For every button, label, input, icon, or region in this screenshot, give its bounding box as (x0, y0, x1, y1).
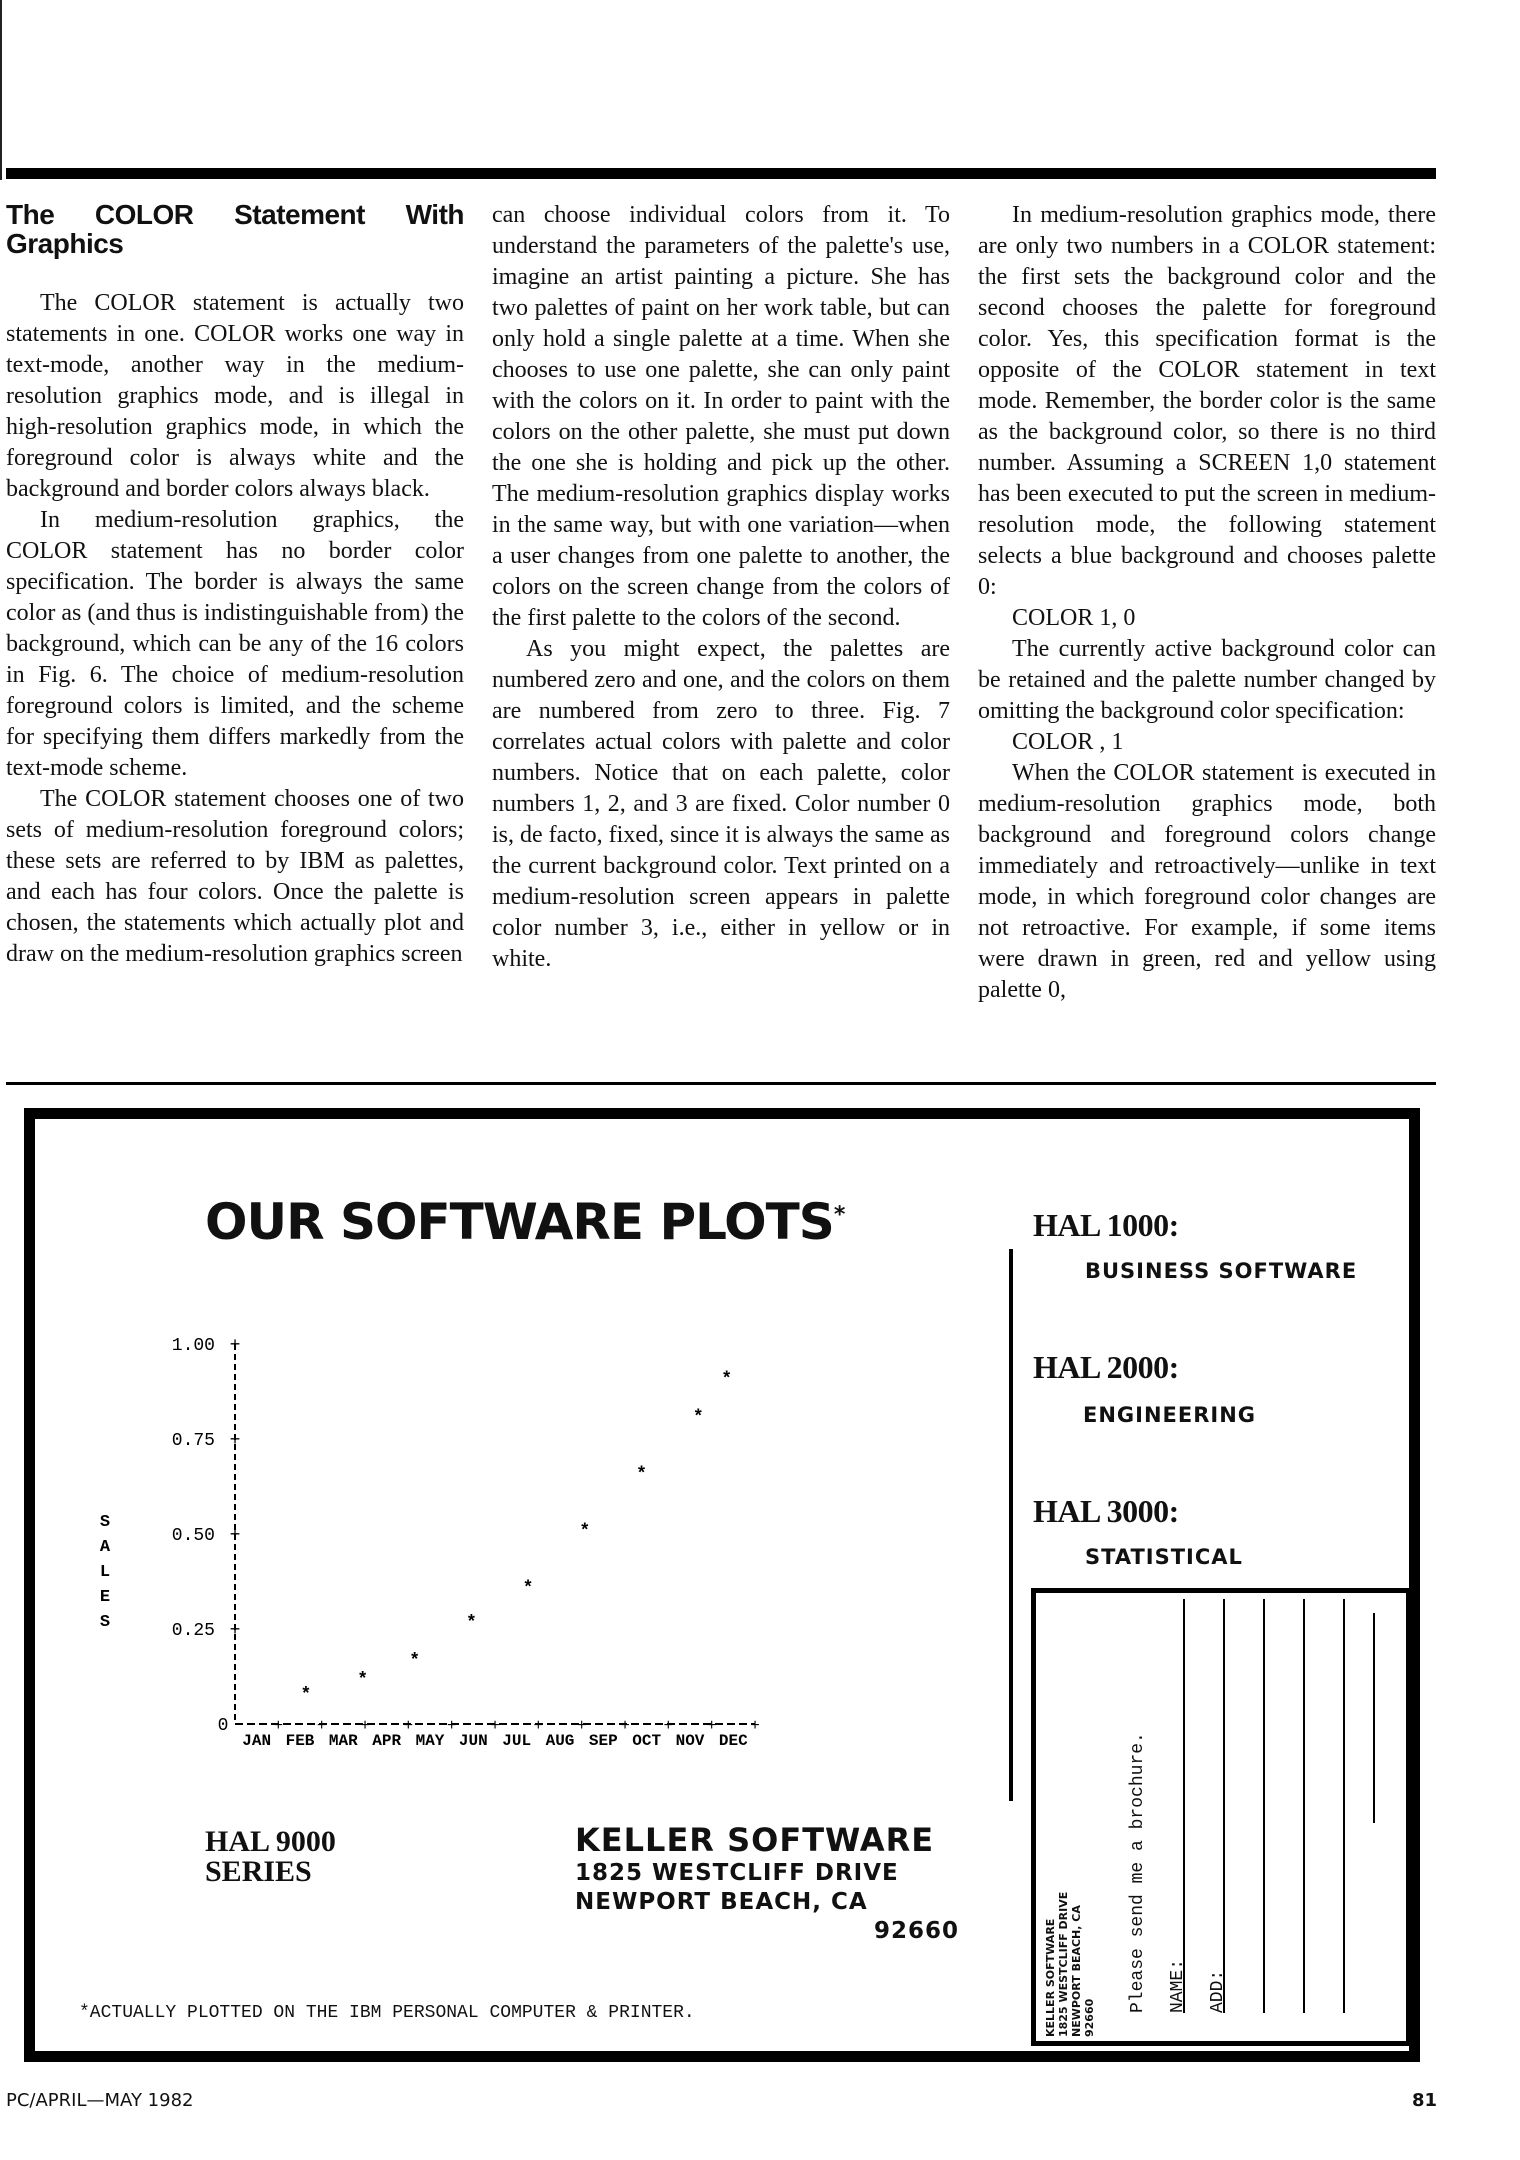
y-tick-mark: + (229, 1526, 241, 1546)
paragraph: can choose individual colors from it. To understand the parameters of the palette's use, imagine an artist painting a picture. She has two palettes of paint on her work table, but can only hold a single palette at a time. When she chooses to use one palette, she can only paint with the colors on it. In order to paint with the colors on the other palette, she must put down the one she is holding and pick up the other. The medium-resolution graphics display works in the same way, but with one variation—when a user changes from one palette to another, the colors on the screen change from the colors of the first palette to the colors of the second. (492, 202, 950, 631)
x-tick-label: AUG (545, 1732, 575, 1750)
data-point: * (409, 1651, 421, 1672)
x-tick-label: JAN (242, 1732, 272, 1750)
paragraph: As you might expect, the palettes are numbered zero and one, and the colors on them are numbered from zero to three. Fig. 7 correlates actual colors with palette and color numbers. Notice that on each palette, color numbers 1, 2, and 3 are fixed. Color number 0 is, de facto, fixed, since it is always the same as the current background color. Text printed on a medium-resolution screen appears in palette color number 3, i.e., either in yellow or in white. (492, 636, 950, 972)
x-tick-mark: + (620, 1717, 630, 1735)
paragraph: When the COLOR statement is executed in medium-resolution graphics mode, both background and foreground colors change immediately and retroactively—unlike in text mode, in which foreground color changes are not retroactive. For example, if some items were drawn in green, red and yellow using palette 0, (978, 760, 1436, 1003)
y-axis-title-letter: S (99, 1513, 111, 1532)
ad-title: OUR SOFTWARE PLOTS* (205, 1193, 845, 1251)
x-tick-mark: + (403, 1717, 414, 1735)
x-tick-label: MAR (328, 1732, 358, 1750)
article-heading: The COLOR Statement With Graphics (6, 199, 464, 259)
product-name: HAL 3000: (1033, 1493, 1179, 1529)
data-point: * (721, 1370, 733, 1391)
paragraph: The COLOR statement chooses one of two sets of medium-resolution foreground colors; these sets are referred to by IBM as palettes, and each has four colors. Once the palette is chosen, the statements which actually plot and draw on the medium-resolution graphics screen (6, 786, 464, 967)
y-tick-mark: + (229, 1621, 241, 1641)
coupon[interactable] (1031, 1588, 1411, 2046)
x-tick-label: OCT (632, 1732, 662, 1750)
footnote: *ACTUALLY PLOTTED ON THE IBM PERSONAL COMPUTER & PRINTER. (79, 2003, 695, 2023)
x-tick-label: SEP (588, 1732, 618, 1750)
y-tick-label: 0.25 (171, 1621, 215, 1641)
x-tick-mark: + (706, 1717, 717, 1735)
company-block (575, 1821, 995, 1946)
x-tick-mark: + (490, 1717, 500, 1735)
y-axis-title-letter: E (99, 1588, 111, 1607)
x-tick-mark: + (273, 1717, 284, 1735)
company-name: KELLER SOFTWARE (575, 1821, 935, 1859)
page-edge (0, 0, 2, 180)
x-tick-label: JUN (458, 1732, 488, 1750)
data-point: * (636, 1465, 647, 1486)
x-tick-mark: + (750, 1717, 760, 1735)
y-axis-title-letter: L (99, 1563, 111, 1582)
product-desc: STATISTICAL (1085, 1545, 1243, 1569)
section-rule (6, 1082, 1436, 1085)
address-label: ADD: (1208, 1969, 1228, 2013)
y-tick-label: 0.50 (171, 1526, 215, 1546)
coupon-return-address: KELLER SOFTWARE 1825 WESTCLIFF DRIVE NEWPORT BEACH, CA 92660 (1044, 1891, 1096, 2037)
x-tick-mark: + (360, 1717, 370, 1735)
data-point: * (300, 1685, 312, 1706)
address-line: NEWPORT BEACH, CA (575, 1889, 868, 1915)
page-number: 81 (1412, 2090, 1438, 2111)
vertical-divider (1009, 1249, 1013, 1801)
coupon-prompt: Please send me a brochure. (1128, 1732, 1148, 2013)
y-tick-label: 0.75 (171, 1431, 215, 1451)
zip-code: 92660 (873, 1918, 959, 1944)
product-name: HAL 2000: (1033, 1349, 1179, 1385)
advertisement (24, 1108, 1420, 2062)
code-line: COLOR 1, 0 (1012, 605, 1136, 631)
article-column-1 (6, 200, 464, 970)
data-point: * (465, 1613, 477, 1634)
product-name: HAL 1000: (1033, 1207, 1179, 1243)
address-line: 1825 WESTCLIFF DRIVE (575, 1860, 899, 1886)
product-desc: BUSINESS SOFTWARE (1085, 1259, 1358, 1283)
data-point: * (579, 1522, 591, 1543)
paragraph: The currently active background color can be retained and the palette number changed by omitting the background color specification: (978, 636, 1436, 724)
x-tick-mark: + (663, 1717, 674, 1735)
x-tick-label: APR (372, 1732, 402, 1750)
article-column-3 (978, 200, 1436, 1006)
x-tick-label: MAY (415, 1732, 445, 1750)
y-tick-mark: + (229, 1336, 241, 1356)
paragraph: In medium-resolution graphics mode, there are only two numbers in a COLOR statement: the first sets the background color and the second chooses the palette for foreground color. Yes, this specification format is the opposite of the COLOR statement in text mode. Remember, the border color is the same as the background color, so there is no third number. Assuming a SCREEN 1,0 statement has been executed to put the screen in medium-resolution mode, the following statement selects a blue background and chooses palette 0: (978, 202, 1436, 600)
article-column-2 (492, 200, 950, 975)
x-tick-label: FEB (285, 1732, 315, 1750)
x-tick-mark: + (316, 1717, 327, 1735)
article-columns (6, 200, 1436, 1070)
x-tick-label: DEC (718, 1732, 748, 1750)
top-rule (6, 168, 1436, 179)
x-tick-label: JUL (502, 1732, 532, 1750)
y-tick-label: 1.00 (171, 1336, 215, 1356)
y-zero-label: 0 (217, 1716, 229, 1736)
product-desc: ENGINEERING (1083, 1403, 1257, 1427)
data-point: * (692, 1408, 704, 1429)
sales-chart (75, 1294, 775, 1750)
y-axis-title-letter: A (99, 1538, 111, 1557)
data-point: * (357, 1670, 369, 1691)
paragraph: The COLOR statement is actually two statements in one. COLOR works one way in text-mode, another way in the medium-resolution graphics mode, and is illegal in high-resolution graphics mode, in which the foreground color is always white and the background and border colors always black. (6, 290, 464, 502)
footer-issue: PC/APRIL—MAY 1982 (6, 2090, 194, 2111)
paragraph: In medium-resolution graphics, the COLOR statement has no border color specification. The border is always the same color as (and thus is indistinguishable from) the background, which can be any of the 16 colors in Fig. 6. The choice of medium-resolution foreground colors is limited, and the scheme for specifying them differs markedly from the text-mode scheme. (6, 507, 464, 781)
y-tick-mark: + (229, 1431, 241, 1451)
x-tick-mark: + (533, 1717, 544, 1735)
x-tick-mark: + (446, 1717, 457, 1735)
y-axis-title-letter: S (99, 1613, 111, 1632)
series-label: HAL 9000 SERIES (205, 1825, 336, 1888)
x-tick-mark: + (576, 1717, 587, 1735)
code-line: COLOR , 1 (1012, 729, 1124, 755)
x-tick-label: NOV (675, 1732, 705, 1750)
name-label: NAME: (1168, 1958, 1188, 2013)
data-point: * (522, 1579, 534, 1600)
